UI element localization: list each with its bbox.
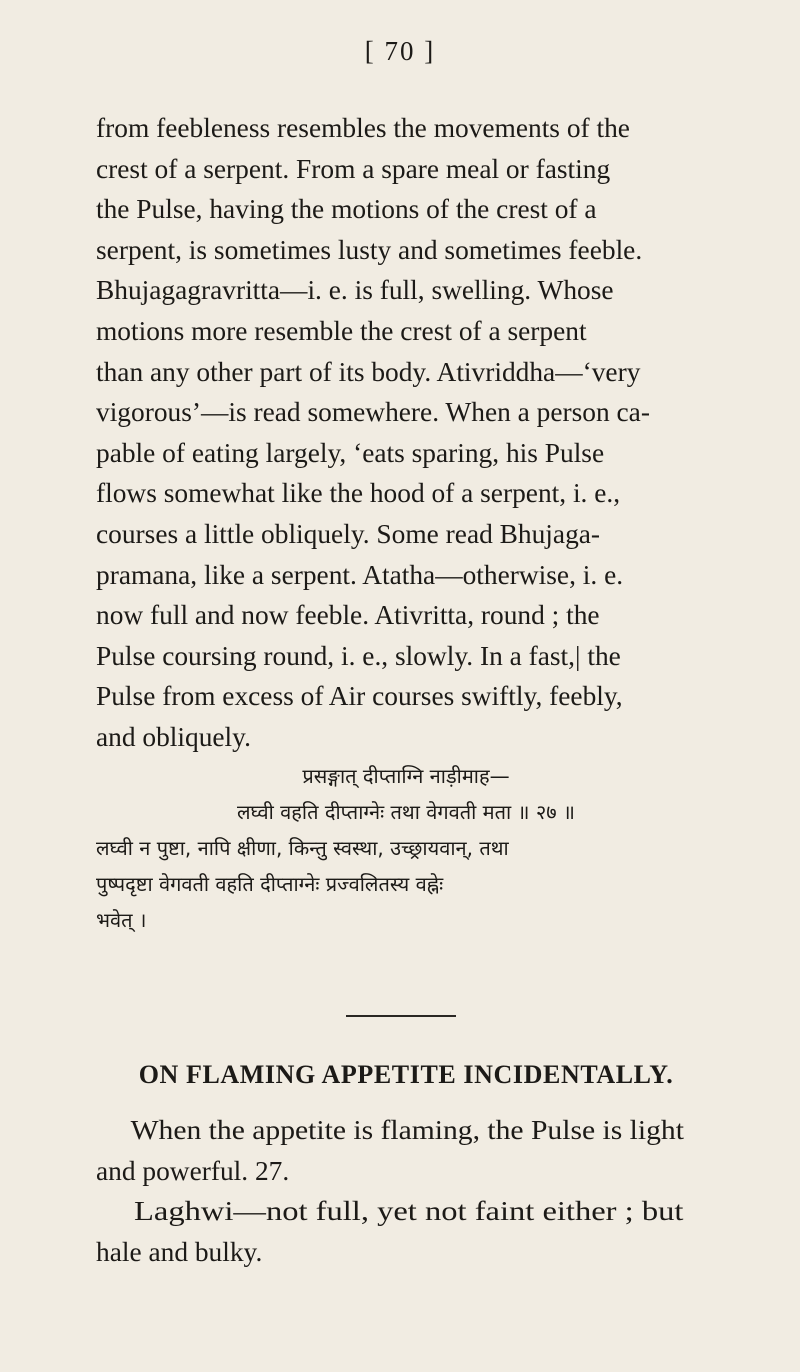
sanskrit-line: लघ्वी वहति दीप्ताग्नेः तथा वेगवती मता ॥ २७ ॥ xyxy=(236,800,576,824)
text-line-content: pable of eating largely, ‘eats sparing, his Pulse xyxy=(96,437,605,468)
text-line-content: crest of a serpent. From a spare meal or fasting xyxy=(96,153,611,184)
text-line-content: pramana, like a serpent. Atatha—otherwise, i. e. xyxy=(96,559,624,590)
text-line xyxy=(96,636,716,677)
section-body xyxy=(96,1110,716,1272)
text-line xyxy=(96,392,716,433)
text-line-content: motions more resemble the crest of a serpent xyxy=(96,315,587,346)
text-line-content: Pulse coursing round, i. e., slowly. In a fast,| the xyxy=(96,640,621,671)
text-line xyxy=(96,108,716,149)
text-line xyxy=(96,433,716,474)
text-line xyxy=(96,352,716,393)
sanskrit-line: भवेत् । xyxy=(96,908,147,932)
text-line-content: than any other part of its body. Ativriddha—‘very xyxy=(96,356,641,387)
text-line xyxy=(96,311,716,352)
section-divider xyxy=(346,1015,456,1017)
text-line: Laghwi—not full, yet not faint either ; but xyxy=(134,1196,684,1227)
page-number: [ 70 ] xyxy=(364,36,436,66)
text-line-content: vigorous’—is read somewhere. When a person ca- xyxy=(96,397,650,428)
text-line xyxy=(96,270,716,311)
text-line: hale and bulky. xyxy=(96,1236,263,1267)
text-line xyxy=(96,676,716,717)
text-line-content: serpent, is sometimes lusty and sometimes feeble. xyxy=(96,234,643,265)
text-line-content: courses a little obliquely. Some read Bhujaga- xyxy=(96,518,601,549)
text-line xyxy=(96,514,716,555)
text-line xyxy=(96,230,716,271)
text-line: When the appetite is flaming, the Pulse is light xyxy=(130,1115,684,1145)
text-line-content: the Pulse, having the motions of the crest of a xyxy=(96,194,597,225)
text-line xyxy=(96,717,716,758)
section-heading: ON FLAMING APPETITE INCIDENTALLY. xyxy=(138,1060,674,1089)
sanskrit-line: पुष्पदृष्टा वेगवती वहति दीप्ताग्नेः प्रज्वलितस्य वह्नेः xyxy=(96,872,444,896)
sanskrit-line: प्रसङ्गात् दीप्ताग्नि नाड़ीमाह— xyxy=(302,764,510,788)
text-line xyxy=(96,149,716,190)
text-line-content: flows somewhat like the hood of a serpent, i. e., xyxy=(96,478,621,509)
paragraph-body xyxy=(96,108,716,758)
text-line-content: from feebleness resembles the movements of the xyxy=(96,113,630,143)
sanskrit-line: लघ्वी न पुष्टा, नापि क्षीणा, किन्तु स्वस्था, उच्छ्रायवान्, तथा xyxy=(96,836,509,860)
text-line-content: Pulse from excess of Air courses swiftly, feebly, xyxy=(96,681,623,712)
text-line xyxy=(96,189,716,230)
text-line xyxy=(96,555,716,596)
text-line-content: and obliquely. xyxy=(96,721,251,752)
text-line-content: now full and now feeble. Ativritta, round ; the xyxy=(96,600,600,631)
sanskrit-verse xyxy=(96,758,716,938)
text-line-content: Bhujagagravritta—i. e. is full, swelling. Whose xyxy=(96,275,614,306)
text-line xyxy=(96,473,716,514)
text-line: and powerful. 27. xyxy=(96,1155,290,1186)
text-line xyxy=(96,595,716,636)
